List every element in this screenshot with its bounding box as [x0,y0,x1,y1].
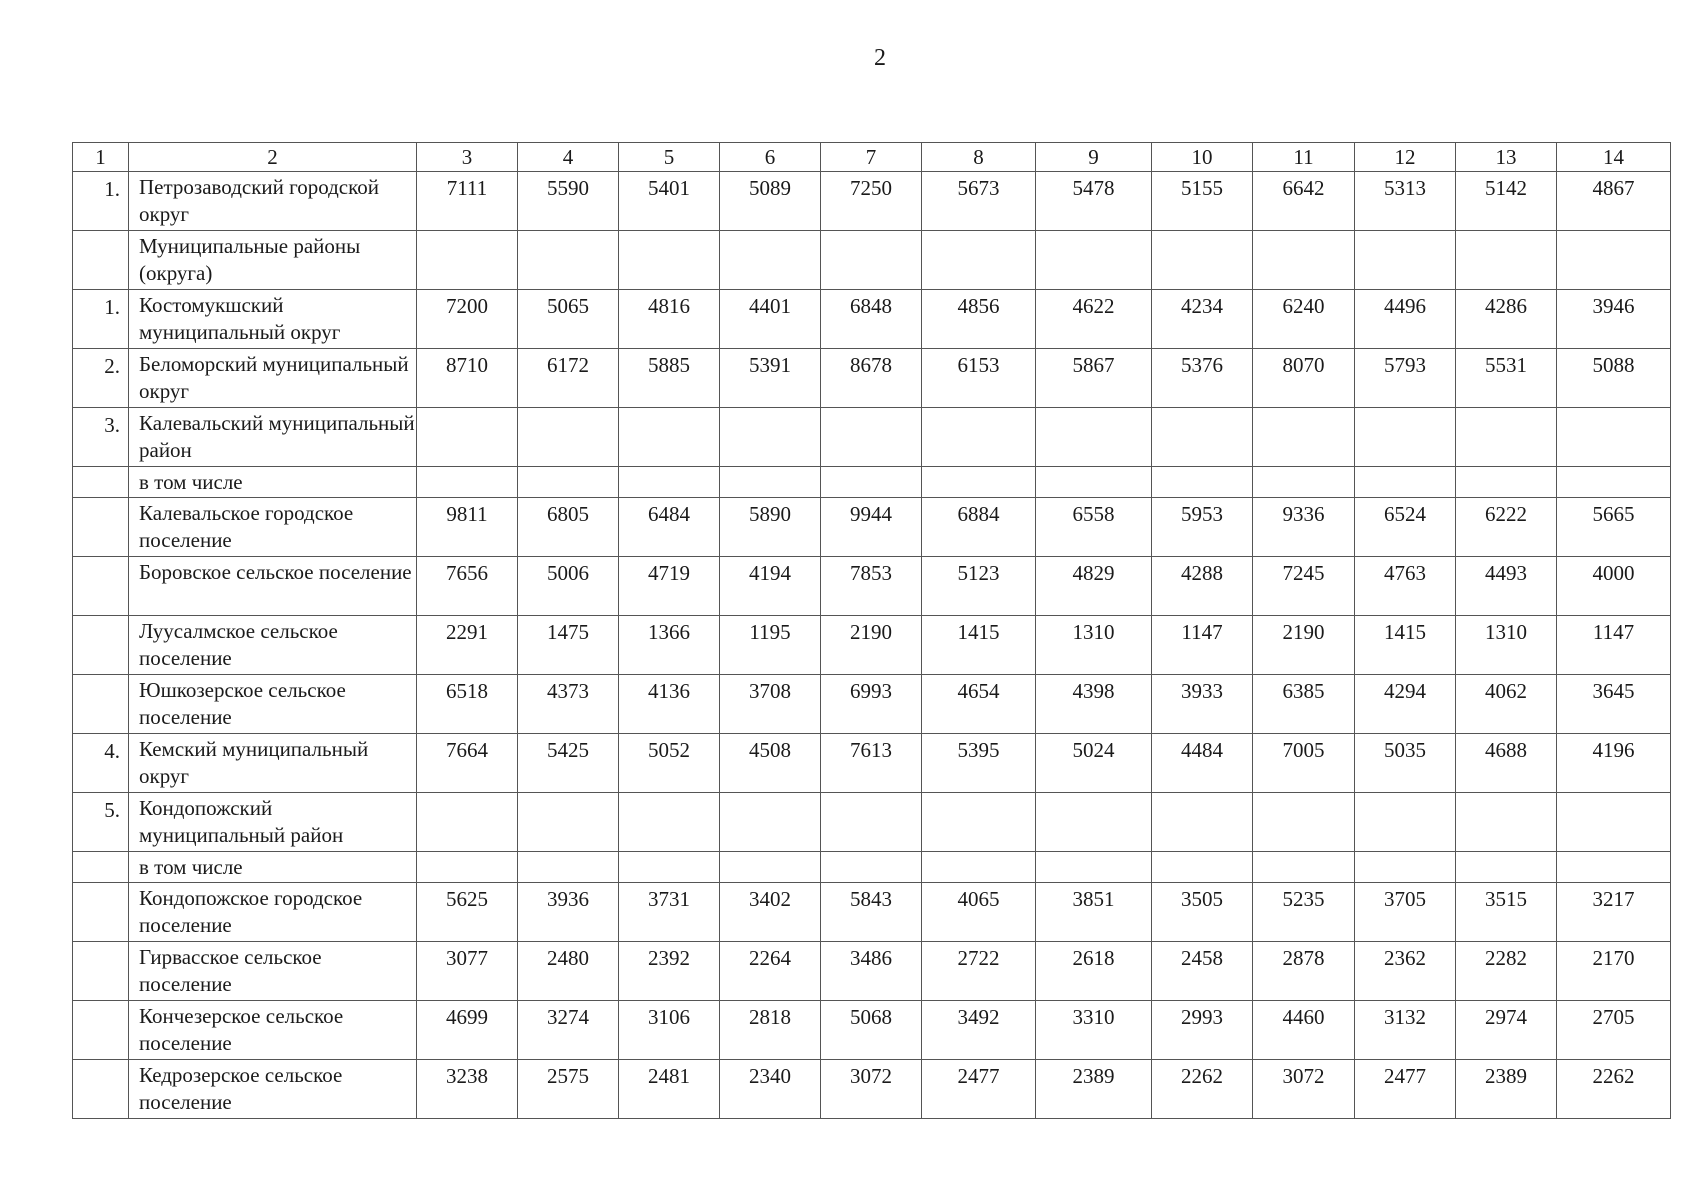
row-name-cell: Петрозаводский городской округ [129,172,417,231]
value-cell: 5478 [1036,172,1152,231]
value-cell: 4286 [1456,290,1557,349]
value-cell: 1310 [1456,616,1557,675]
value-cell: 6558 [1036,498,1152,557]
value-cell [1036,467,1152,498]
value-cell: 2282 [1456,942,1557,1001]
value-cell: 3402 [720,883,821,942]
value-cell [1355,231,1456,290]
value-cell: 2190 [821,616,922,675]
value-cell: 1415 [922,616,1036,675]
header-cell: 5 [619,143,720,172]
value-cell: 4856 [922,290,1036,349]
value-cell [1152,852,1253,883]
value-cell: 2993 [1152,1001,1253,1060]
value-cell: 7245 [1253,557,1355,616]
value-cell: 7853 [821,557,922,616]
value-cell: 6642 [1253,172,1355,231]
value-cell: 4000 [1557,557,1671,616]
header-cell: 13 [1456,143,1557,172]
value-cell: 5089 [720,172,821,231]
value-cell: 6240 [1253,290,1355,349]
value-cell: 5035 [1355,734,1456,793]
row-name-cell: Кемский муниципальный округ [129,734,417,793]
value-cell [1456,231,1557,290]
value-cell [1456,793,1557,852]
row-number-cell [73,883,129,942]
value-cell: 4484 [1152,734,1253,793]
header-cell: 12 [1355,143,1456,172]
value-cell: 1147 [1557,616,1671,675]
value-cell: 6222 [1456,498,1557,557]
value-cell: 4234 [1152,290,1253,349]
table-row [73,172,1671,231]
table-row [73,1001,1671,1060]
value-cell: 3645 [1557,675,1671,734]
value-cell: 3505 [1152,883,1253,942]
value-cell [619,231,720,290]
value-cell: 1366 [619,616,720,675]
value-cell: 4062 [1456,675,1557,734]
value-cell: 3106 [619,1001,720,1060]
value-cell: 6884 [922,498,1036,557]
header-cell: 11 [1253,143,1355,172]
value-cell [1253,467,1355,498]
value-cell: 4196 [1557,734,1671,793]
table-row [73,1060,1671,1119]
value-cell: 4373 [518,675,619,734]
value-cell [922,793,1036,852]
value-cell: 5843 [821,883,922,942]
row-number-cell: 4. [73,734,129,793]
value-cell: 3946 [1557,290,1671,349]
value-cell: 7250 [821,172,922,231]
header-cell: 14 [1557,143,1671,172]
value-cell [720,852,821,883]
value-cell: 2722 [922,942,1036,1001]
value-cell: 2170 [1557,942,1671,1001]
value-cell [1253,793,1355,852]
value-cell: 4508 [720,734,821,793]
value-cell: 2291 [417,616,518,675]
value-cell [417,408,518,467]
value-cell [1152,231,1253,290]
row-name-cell: в том числе [129,852,417,883]
value-cell [821,408,922,467]
value-cell: 1195 [720,616,821,675]
value-cell: 2340 [720,1060,821,1119]
value-cell: 4294 [1355,675,1456,734]
value-cell: 7656 [417,557,518,616]
value-cell [1557,852,1671,883]
value-cell [1036,852,1152,883]
table-row [73,852,1671,883]
value-cell: 5235 [1253,883,1355,942]
value-cell: 5065 [518,290,619,349]
value-cell: 3933 [1152,675,1253,734]
table-body [73,143,1671,1119]
header-cell: 4 [518,143,619,172]
row-number-cell: 2. [73,349,129,408]
value-cell [1557,231,1671,290]
value-cell: 5531 [1456,349,1557,408]
table-row [73,883,1671,942]
header-cell: 2 [129,143,417,172]
value-cell: 3731 [619,883,720,942]
value-cell [417,467,518,498]
data-table [72,142,1671,1119]
value-cell: 4829 [1036,557,1152,616]
page-number: 2 [874,45,886,71]
value-cell: 5391 [720,349,821,408]
value-cell: 7200 [417,290,518,349]
value-cell [1036,408,1152,467]
table-row [73,616,1671,675]
value-cell: 9336 [1253,498,1355,557]
value-cell: 7664 [417,734,518,793]
row-name-cell: Кончезерское сельское поселение [129,1001,417,1060]
row-number-cell [73,231,129,290]
value-cell: 5088 [1557,349,1671,408]
value-cell [1355,408,1456,467]
row-number-cell: 3. [73,408,129,467]
value-cell: 3705 [1355,883,1456,942]
value-cell [518,467,619,498]
value-cell: 4401 [720,290,821,349]
value-cell: 4699 [417,1001,518,1060]
value-cell: 2389 [1036,1060,1152,1119]
row-name-cell: Гирвасское сельское поселение [129,942,417,1001]
table-row [73,349,1671,408]
value-cell: 2705 [1557,1001,1671,1060]
row-name-cell: Калевальский муниципальный район [129,408,417,467]
value-cell [1152,408,1253,467]
value-cell: 6153 [922,349,1036,408]
value-cell: 7111 [417,172,518,231]
value-cell: 6518 [417,675,518,734]
value-cell: 4496 [1355,290,1456,349]
value-cell [720,467,821,498]
value-cell: 2974 [1456,1001,1557,1060]
value-cell [720,231,821,290]
value-cell: 2262 [1557,1060,1671,1119]
value-cell: 4136 [619,675,720,734]
value-cell: 2389 [1456,1060,1557,1119]
value-cell [1557,467,1671,498]
value-cell: 5024 [1036,734,1152,793]
header-cell: 8 [922,143,1036,172]
value-cell: 5068 [821,1001,922,1060]
value-cell [720,793,821,852]
value-cell: 8710 [417,349,518,408]
value-cell: 4398 [1036,675,1152,734]
value-cell: 5142 [1456,172,1557,231]
table-row [73,467,1671,498]
header-cell: 1 [73,143,129,172]
value-cell: 1475 [518,616,619,675]
value-cell [1456,408,1557,467]
value-cell: 5425 [518,734,619,793]
value-cell [821,231,922,290]
value-cell [417,793,518,852]
value-cell: 8678 [821,349,922,408]
value-cell: 4288 [1152,557,1253,616]
value-cell: 5006 [518,557,619,616]
value-cell [821,793,922,852]
value-cell: 6848 [821,290,922,349]
value-cell [1253,408,1355,467]
value-cell: 2477 [1355,1060,1456,1119]
value-cell: 5885 [619,349,720,408]
header-cell: 3 [417,143,518,172]
value-cell: 5673 [922,172,1036,231]
value-cell [1036,793,1152,852]
value-cell: 4622 [1036,290,1152,349]
table-row [73,734,1671,793]
row-name-cell: Боровское сельское поселение [129,557,417,616]
value-cell [619,793,720,852]
table-row [73,942,1671,1001]
value-cell [417,852,518,883]
value-cell [619,852,720,883]
value-cell: 3936 [518,883,619,942]
value-cell: 1310 [1036,616,1152,675]
value-cell: 2878 [1253,942,1355,1001]
value-cell: 4065 [922,883,1036,942]
value-cell: 6484 [619,498,720,557]
value-cell [821,852,922,883]
value-cell: 3708 [720,675,821,734]
value-cell [922,231,1036,290]
row-name-cell: Кондопожский муниципальный район [129,793,417,852]
value-cell: 3486 [821,942,922,1001]
row-name-cell: в том числе [129,467,417,498]
value-cell [922,408,1036,467]
value-cell: 9944 [821,498,922,557]
value-cell: 4867 [1557,172,1671,231]
row-number-cell [73,498,129,557]
value-cell: 5590 [518,172,619,231]
value-cell [1152,793,1253,852]
value-cell: 1147 [1152,616,1253,675]
header-row [73,143,1671,172]
value-cell: 4493 [1456,557,1557,616]
row-number-cell [73,1001,129,1060]
value-cell: 4460 [1253,1001,1355,1060]
value-cell [1152,467,1253,498]
value-cell: 2362 [1355,942,1456,1001]
value-cell: 6172 [518,349,619,408]
table-row [73,557,1671,616]
table-row [73,231,1671,290]
value-cell: 5376 [1152,349,1253,408]
value-cell [1355,793,1456,852]
table-row [73,498,1671,557]
row-number-cell [73,852,129,883]
row-name-cell: Беломорский муниципальный округ [129,349,417,408]
value-cell: 3274 [518,1001,619,1060]
row-name-cell: Костомукшский муниципальный округ [129,290,417,349]
value-cell: 8070 [1253,349,1355,408]
row-name-cell: Луусалмское сельское поселение [129,616,417,675]
row-name-cell: Кедрозерское сельское поселение [129,1060,417,1119]
value-cell: 4719 [619,557,720,616]
header-cell: 7 [821,143,922,172]
table-row [73,290,1671,349]
header-cell: 9 [1036,143,1152,172]
value-cell: 3515 [1456,883,1557,942]
row-number-cell: 1. [73,290,129,349]
header-cell: 6 [720,143,821,172]
value-cell: 3077 [417,942,518,1001]
value-cell: 3217 [1557,883,1671,942]
value-cell: 2262 [1152,1060,1253,1119]
row-number-cell [73,1060,129,1119]
value-cell: 6524 [1355,498,1456,557]
value-cell [922,852,1036,883]
value-cell: 4763 [1355,557,1456,616]
value-cell: 3072 [821,1060,922,1119]
value-cell: 3310 [1036,1001,1152,1060]
value-cell: 5313 [1355,172,1456,231]
value-cell [922,467,1036,498]
value-cell: 5793 [1355,349,1456,408]
value-cell: 7613 [821,734,922,793]
value-cell: 3132 [1355,1001,1456,1060]
value-cell: 5867 [1036,349,1152,408]
value-cell: 5052 [619,734,720,793]
row-number-cell: 1. [73,172,129,231]
value-cell: 6993 [821,675,922,734]
value-cell: 7005 [1253,734,1355,793]
value-cell: 4654 [922,675,1036,734]
row-name-cell: Калевальское городское поселение [129,498,417,557]
row-number-cell [73,557,129,616]
value-cell [720,408,821,467]
value-cell: 4194 [720,557,821,616]
value-cell: 2458 [1152,942,1253,1001]
row-number-cell: 5. [73,793,129,852]
table-row [73,675,1671,734]
row-name-cell: Кондопожское городское поселение [129,883,417,942]
value-cell [1456,467,1557,498]
value-cell: 3851 [1036,883,1152,942]
value-cell: 2818 [720,1001,821,1060]
value-cell: 9811 [417,498,518,557]
value-cell: 1415 [1355,616,1456,675]
value-cell: 3492 [922,1001,1036,1060]
value-cell: 5123 [922,557,1036,616]
value-cell [1557,408,1671,467]
value-cell: 2190 [1253,616,1355,675]
value-cell: 5625 [417,883,518,942]
row-number-cell [73,942,129,1001]
value-cell: 2618 [1036,942,1152,1001]
row-name-cell: Муниципальные районы (округа) [129,231,417,290]
value-cell: 2575 [518,1060,619,1119]
value-cell: 5890 [720,498,821,557]
value-cell: 2477 [922,1060,1036,1119]
value-cell: 2392 [619,942,720,1001]
value-cell [1036,231,1152,290]
value-cell: 5665 [1557,498,1671,557]
value-cell: 4816 [619,290,720,349]
value-cell [417,231,518,290]
value-cell: 5395 [922,734,1036,793]
value-cell [1253,231,1355,290]
value-cell: 4688 [1456,734,1557,793]
value-cell [619,408,720,467]
value-cell [1253,852,1355,883]
value-cell: 2264 [720,942,821,1001]
value-cell [1355,467,1456,498]
value-cell: 5155 [1152,172,1253,231]
value-cell [1557,793,1671,852]
value-cell: 3072 [1253,1060,1355,1119]
row-number-cell [73,467,129,498]
table-row [73,408,1671,467]
value-cell [821,467,922,498]
value-cell: 5953 [1152,498,1253,557]
value-cell: 2481 [619,1060,720,1119]
value-cell: 5401 [619,172,720,231]
row-number-cell [73,675,129,734]
value-cell [1456,852,1557,883]
header-cell: 10 [1152,143,1253,172]
value-cell [518,231,619,290]
value-cell: 3238 [417,1060,518,1119]
value-cell: 2480 [518,942,619,1001]
value-cell: 6385 [1253,675,1355,734]
value-cell [518,408,619,467]
table-row [73,793,1671,852]
value-cell [1355,852,1456,883]
value-cell [619,467,720,498]
value-cell [518,852,619,883]
row-number-cell [73,616,129,675]
value-cell: 6805 [518,498,619,557]
value-cell [518,793,619,852]
row-name-cell: Юшкозерское сельское поселение [129,675,417,734]
